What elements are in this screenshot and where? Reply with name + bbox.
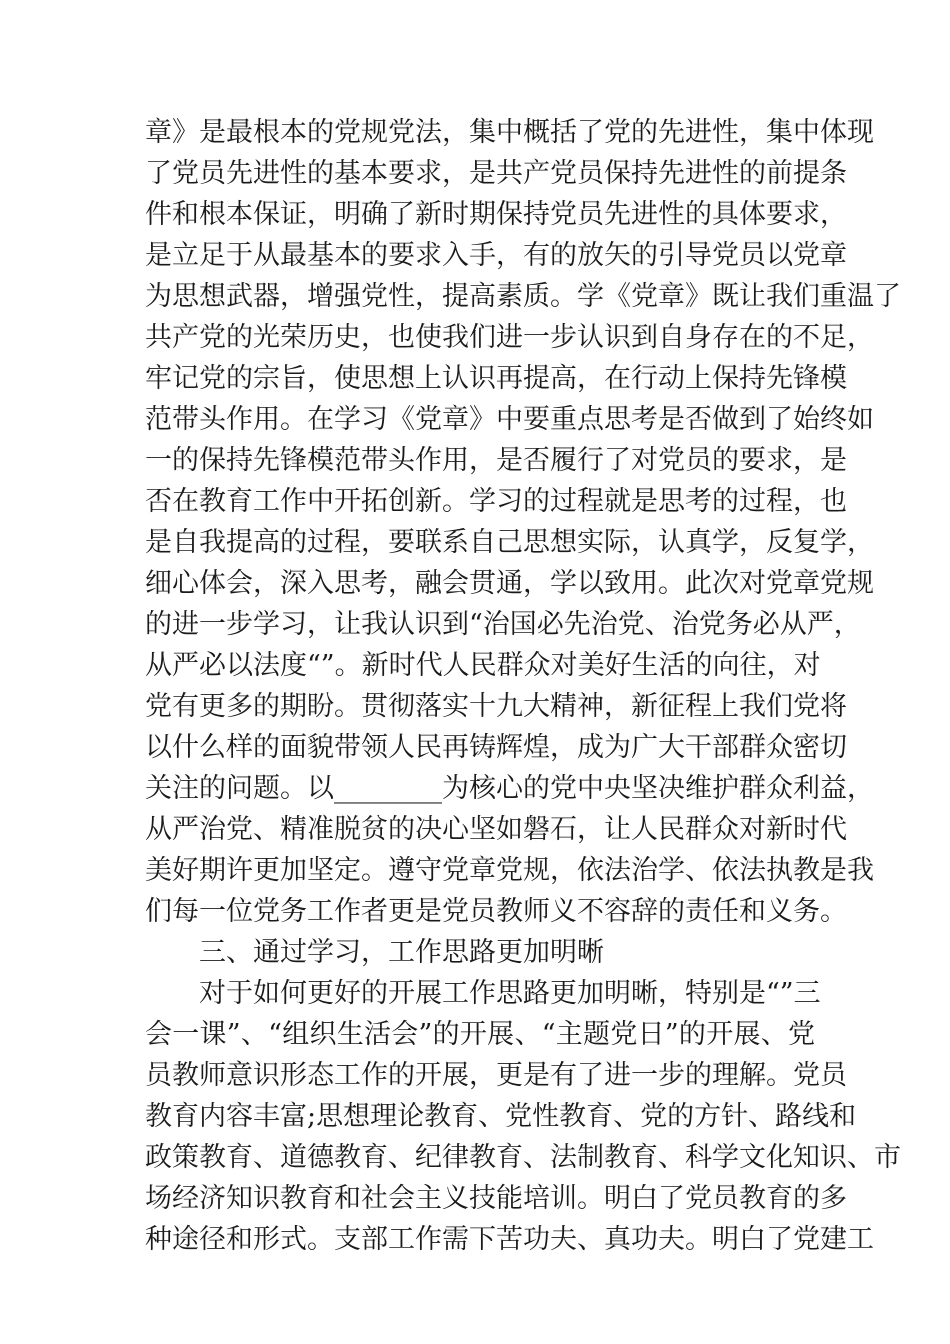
text-line: 以什么样的面貌带领人民再铸辉煌，成为广大干部群众密切 xyxy=(145,732,847,763)
text-line: 细心体会，深入思考，融会贯通，学以致用。此次对党章党规 xyxy=(145,568,874,599)
text-line: 政策教育、道德教育、纪律教育、法制教育、科学文化知识、市 xyxy=(145,1142,901,1173)
text-line: 的进一步学习，让我认识到“治国必先治党、治党务必从严， xyxy=(145,609,861,640)
text-line: 一的保持先锋模范带头作用，是否履行了对党员的要求，是 xyxy=(145,445,847,476)
text-line: 员教师意识形态工作的开展，更是有了进一步的理解。党员 xyxy=(145,1060,847,1091)
section-heading-text: 三、通过学习，工作思路更加明晰 xyxy=(199,937,604,968)
text-line: 们每一位党务工作者更是党员教师义不容辞的责任和义务。 xyxy=(145,896,847,927)
text-line: 会一课”、“组织生活会”的开展、“主题党日”的开展、党 xyxy=(145,1019,815,1050)
text-line: 是自我提高的过程，要联系自己思想实际，认真学，反复学， xyxy=(145,527,874,558)
text-line: 种途径和形式。支部工作需下苦功夫、真功夫。明白了党建工 xyxy=(145,1224,874,1255)
paragraph-party-constitution xyxy=(145,112,901,932)
section-heading xyxy=(145,932,815,973)
text-line: 党有更多的期盼。贯彻落实十九大精神，新征程上我们党将 xyxy=(145,691,847,722)
text-line: 牢记党的宗旨，使思想上认识再提高，在行动上保持先锋模 xyxy=(145,363,847,394)
text-line: 共产党的光荣历史，也使我们进一步认识到自身存在的不足， xyxy=(145,322,874,353)
text-line: 美好期许更加坚定。遵守党章党规，依法治学、依法执教是我 xyxy=(145,855,874,886)
text-line: 为思想武器，增强党性，提高素质。学《党章》既让我们重温了 xyxy=(145,281,901,312)
paragraph-work-ideas xyxy=(145,973,901,1260)
text-line: 从严治党、精准脱贫的决心坚如磐石，让人民群众对新时代 xyxy=(145,814,847,845)
text-line: 对于如何更好的开展工作思路更加明晰，特别是“”三 xyxy=(199,978,821,1009)
text-line: 教育内容丰富;思想理论教育、党性教育、党的方针、路线和 xyxy=(145,1101,857,1132)
text-line: 了党员先进性的基本要求，是共产党员保持先进性的前提条 xyxy=(145,158,847,189)
text-line: 否在教育工作中开拓创新。学习的过程就是思考的过程，也 xyxy=(145,486,847,517)
text-line: 是立足于从最基本的要求入手，有的放矢的引导党员以党章 xyxy=(145,240,847,271)
text-line: 从严必以法度“”。新时代人民群众对美好生活的向往，对 xyxy=(145,650,821,681)
text-line: 章》是最根本的党规党法，集中概括了党的先进性，集中体现 xyxy=(145,117,874,148)
text-line: 范带头作用。在学习《党章》中要重点思考是否做到了始终如 xyxy=(145,404,874,435)
text-line: 件和根本保证，明确了新时期保持党员先进性的具体要求， xyxy=(145,199,847,230)
text-line: 场经济知识教育和社会主义技能培训。明白了党员教育的多 xyxy=(145,1183,847,1214)
document-body xyxy=(145,112,901,1260)
text-line: 关注的问题。以________为核心的党中央坚决维护群众利益， xyxy=(145,773,874,804)
